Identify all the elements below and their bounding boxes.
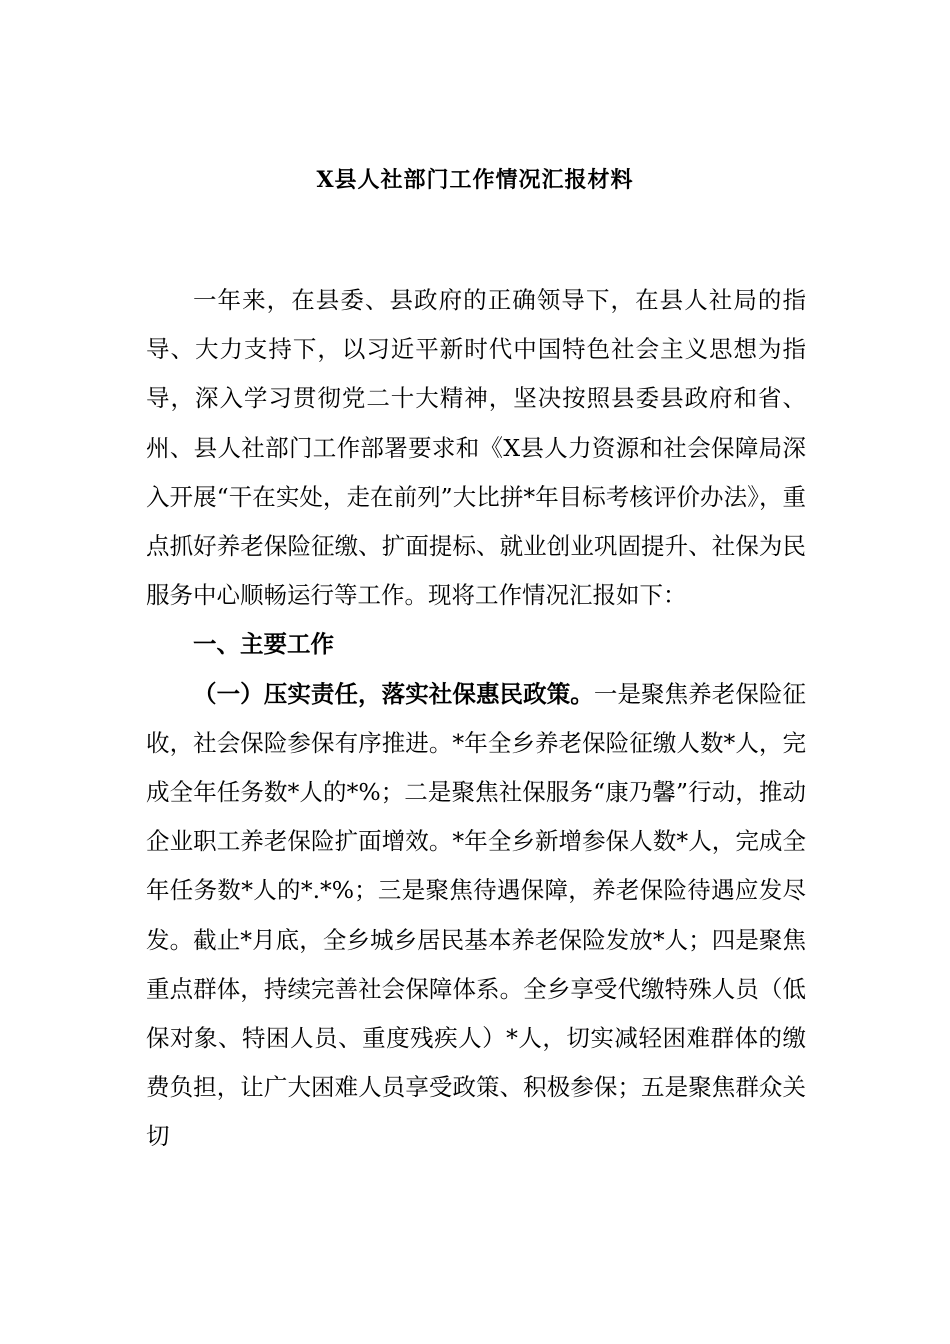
- subsection-lead-heading: （一）压实责任，落实社保惠民政策。: [193, 679, 594, 708]
- subsection-body-text: 一是聚焦养老保险征收，社会保险参保有序推进。*年全乡养老保险征缴人数*人，完成全年任务数*人的*%；二是聚焦社保服务“康乃馨”行动，推动企业职工养老保险扩面增效。*年全乡新增参保人数*人，完成全年任务数*人的*.*%；三是聚焦待遇保障，养老保险待遇应发尽发。截止*月底，全乡城乡居民基本养老保险发放*人；四是聚焦重点群体，持续完善社会保障体系。全乡享受代缴特殊人员（低保对象、特困人员、重度残疾人）*人，切实减轻困难群体的缴费负担，让广大困难人员享受政策、积极参保；五是聚焦群众关切: [146, 679, 806, 1151]
- subsection-paragraph-1: [146, 670, 806, 1162]
- section-heading-main-work: 一、主要工作: [193, 630, 334, 659]
- intro-paragraph: 一年来，在县委、县政府的正确领导下，在县人社局的指导、大力支持下，以习近平新时代中国特色社会主义思想为指导，深入学习贯彻党二十大精神，坚决按照县委县政府和省、州、县人社部门工作部署要求和《X县人力资源和社会保障局深入开展“干在实处，走在前列”大比拼*年目标考核评价办法》，重点抓好养老保险征缴、扩面提标、就业创业巩固提升、社保为民服务中心顺畅运行等工作。现将工作情况汇报如下：: [146, 286, 806, 610]
- document-title: X县人社部门工作情况汇报材料: [316, 167, 634, 193]
- document-body: [146, 276, 806, 1162]
